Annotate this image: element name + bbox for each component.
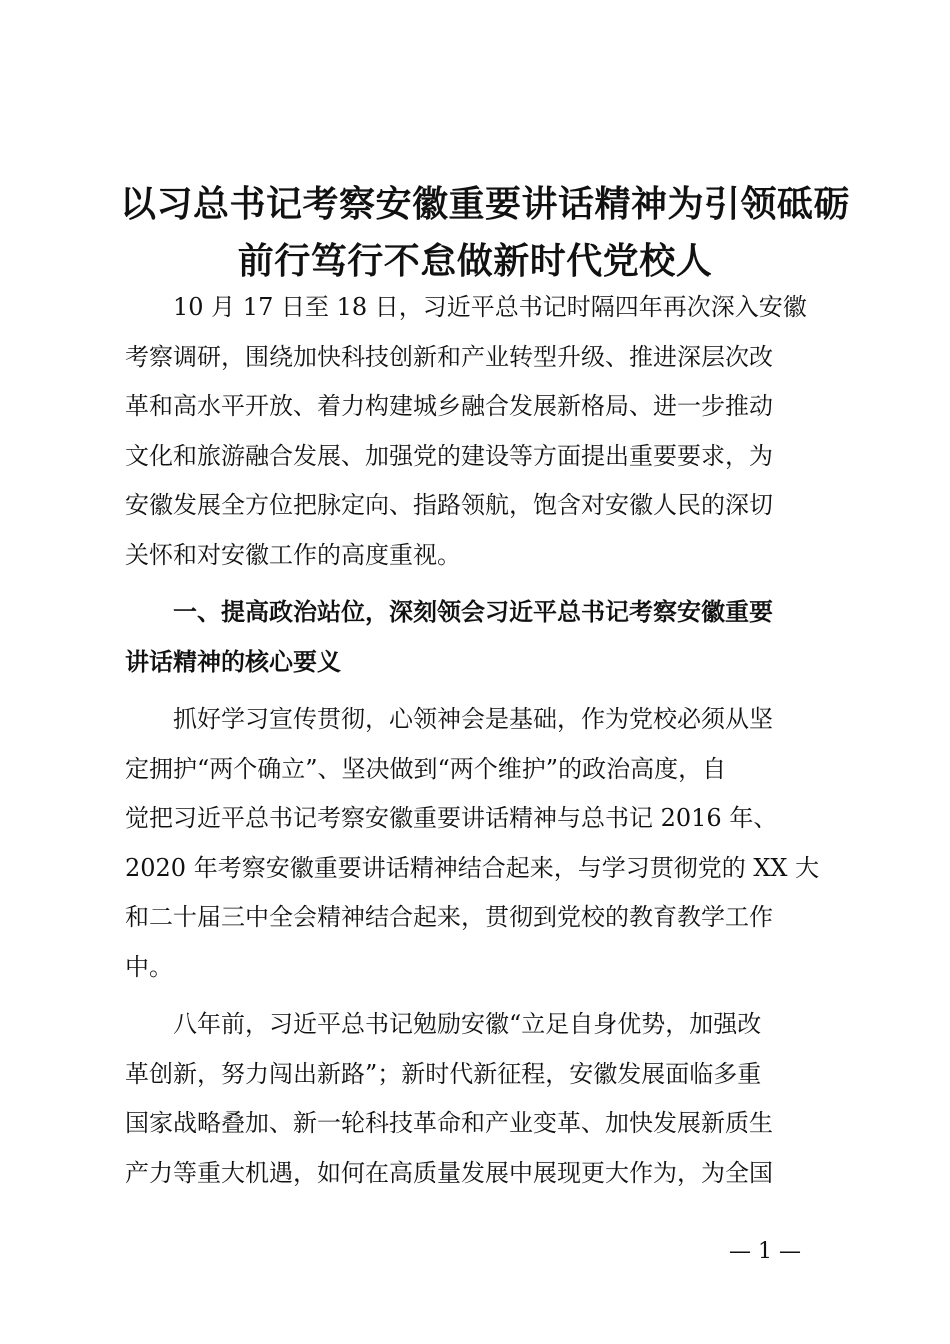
paragraph-line: 革和高水平开放、着力构建城乡融合发展新格局、进一步推动 — [125, 392, 773, 420]
heading-line: 一、提高政治站位，深刻领会习近平总书记考察安徽重要 — [173, 598, 773, 626]
paragraph-line: 中。 — [125, 952, 173, 981]
paragraph-line: 和二十届三中全会精神结合起来，贯彻到党校的教育教学工作 — [125, 903, 773, 931]
paragraph — [125, 283, 845, 580]
paragraph-line: 安徽发展全方位把脉定向、指路领航，饱含对安徽人民的深切 — [125, 491, 773, 519]
paragraph-line: 抓好学习宣传贯彻，心领神会是基础，作为党校必须从坚 — [173, 705, 773, 733]
paragraph — [125, 695, 845, 992]
paragraph-line: 2020 年考察安徽重要讲话精神结合起来，与学习贯彻党的 XX 大 — [125, 853, 820, 882]
paragraph-line: 革创新，努力闯出新路”；新时代新征程，安徽发展面临多重 — [125, 1059, 762, 1088]
title-line: 以习总书记考察安徽重要讲话精神为引领砥砺 — [120, 183, 851, 225]
paragraph-line: 关怀和对安徽工作的高度重视。 — [125, 540, 461, 569]
heading-line: 讲话精神的核心要义 — [125, 647, 341, 676]
title-line: 前行笃行不怠做新时代党校人 — [237, 240, 713, 282]
section-heading — [125, 588, 845, 687]
paragraph-line: 产力等重大机遇，如何在高质量发展中展现更大作为，为全国 — [125, 1158, 773, 1187]
paragraph-line: 八年前，习近平总书记勉励安徽“立足自身优势，加强改 — [173, 1010, 762, 1038]
paragraph-line: 10 月 17 日至 18 日，习近平总书记时隔四年再次深入安徽 — [173, 293, 807, 321]
paragraph-line: 定拥护“两个确立”、坚决做到“两个维护”的政治高度，自 — [125, 754, 727, 783]
paragraph-line: 觉把习近平总书记考察安徽重要讲话精神与总书记 2016 年、 — [125, 804, 778, 832]
document-body — [125, 283, 845, 1198]
paragraph-line: 国家战略叠加、新一轮科技革命和产业变革、加快发展新质生 — [125, 1109, 773, 1137]
paragraph-line: 文化和旅游融合发展、加强党的建设等方面提出重要要求，为 — [125, 441, 773, 470]
paragraph — [125, 1000, 845, 1198]
page-number: — 1 — — [729, 1239, 801, 1264]
document-title — [120, 176, 851, 290]
paragraph-line: 考察调研，围绕加快科技创新和产业转型升级、推进深层次改 — [125, 342, 773, 371]
